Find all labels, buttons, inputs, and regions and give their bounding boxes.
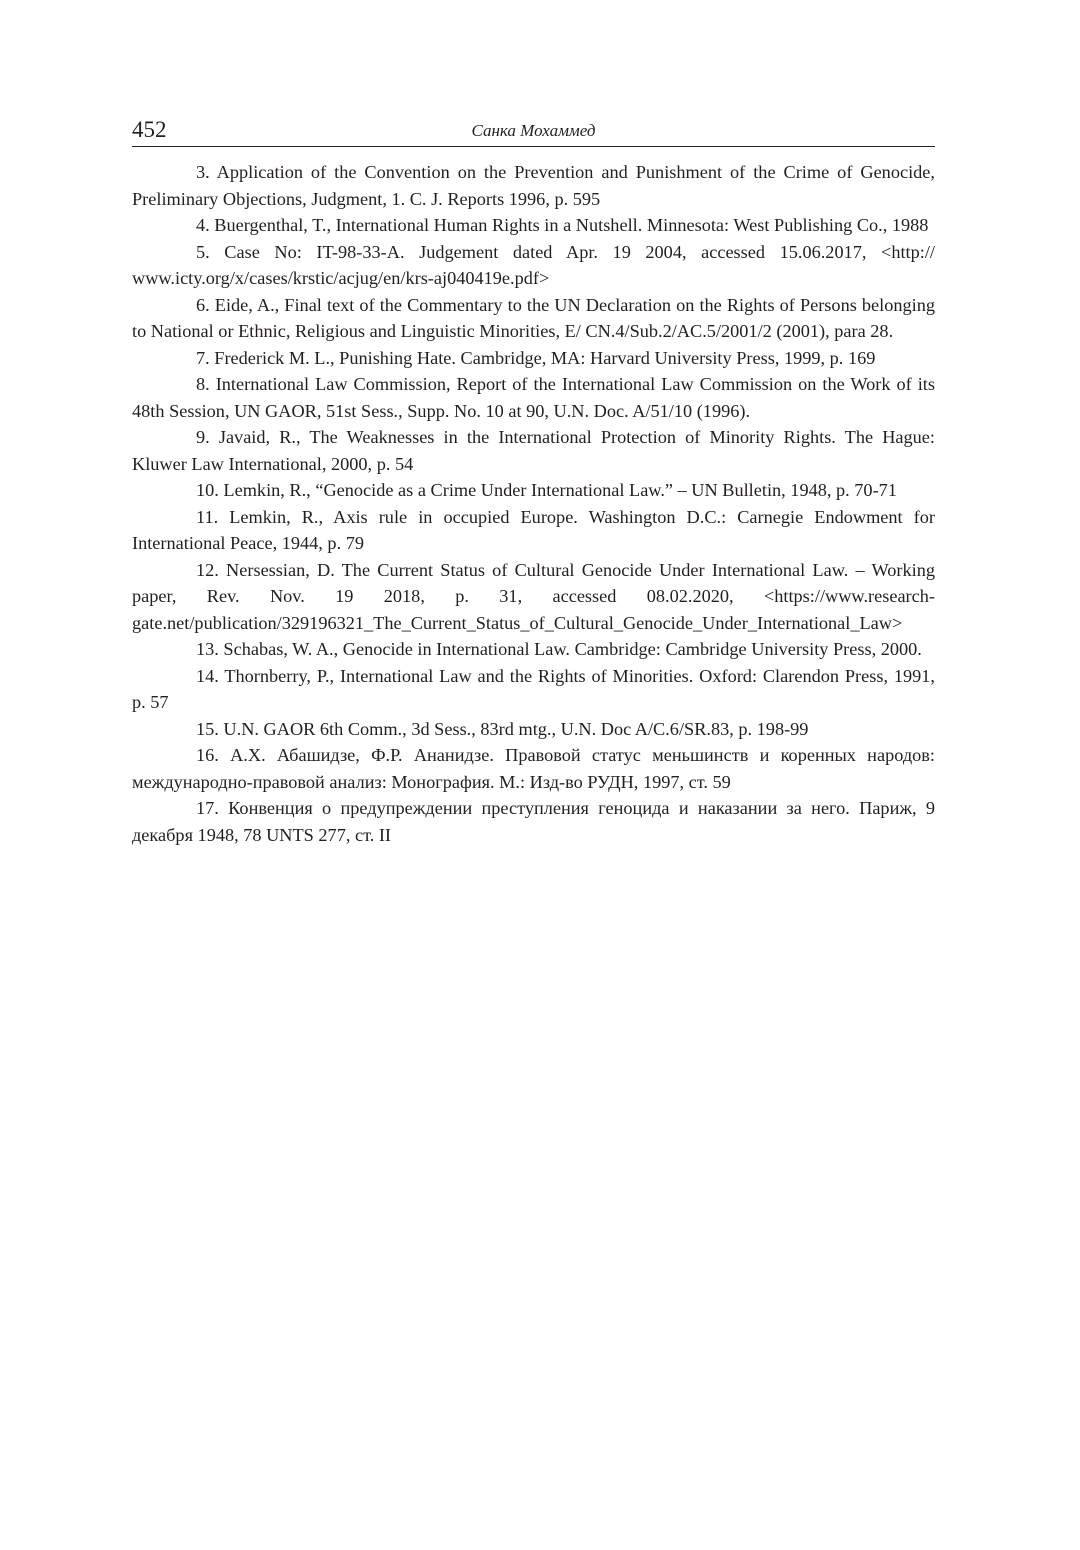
reference-item: 14. Thornberry, P., International Law and the Rights of Minorities. Oxford: Clarendon Press, 1991, p. 57 [132, 665, 935, 712]
reference-item: 12. Nersessian, D. The Current Status of Cultural Genocide Under International Law. – Working paper, Rev. Nov. 19 2018, p. 31, accessed 08.02.2020, <https://www.researchgate.net/publication/329196321_The_Current_Status_of_Cultural_Genocide_Under_International_Law> [132, 559, 935, 633]
reference-item: 8. International Law Commission, Report of the International Law Commission on the Work of its 48th Session, UN GAOR, 51st Sess., Supp. No. 10 at 90, U.N. Doc. A/51/10 (1996). [132, 374, 935, 421]
reference-item: 11. Lemkin, R., Axis rule in occupied Europe. Washington D.C.: Carnegie Endowment for International Peace, 1944, p. 79 [132, 506, 935, 553]
reference-item: 9. Javaid, R., The Weaknesses in the International Protection of Minority Rights. The Hague: Kluwer Law International, 2000, p. 54 [132, 427, 935, 474]
page-number: 452 [132, 117, 167, 142]
reference-item: 4. Buergenthal, T., International Human Rights in a Nutshell. Minnesota: West Publishing Co., 1988 [196, 215, 929, 235]
reference-item: 7. Frederick M. L., Punishing Hate. Cambridge, MA: Harvard University Press, 1999, p. 169 [196, 347, 876, 368]
header-author: Санка Мохаммед [471, 121, 596, 140]
reference-item: 10. Lemkin, R., “Genocide as a Crime Under International Law.” – UN Bulletin, 1948, p. 70-71 [196, 480, 897, 500]
reference-item: 13. Schabas, W. A., Genocide in International Law. Cambridge: Cambridge University Press, 2000. [196, 639, 922, 659]
reference-item: 6. Eide, A., Final text of the Commentary to the UN Declaration on the Rights of Persons belonging to National or Ethnic, Religious and Linguistic Minorities, E/ CN.4/Sub.2/​AC.5/2001/2 (2001), para 28. [132, 294, 935, 341]
running-header [132, 112, 935, 147]
reference-item: 5. Case No: IT-98-33-A. Judgement dated Apr. 19 2004, accessed 15.06.2017, <http://​www.icty.org/x/cases/krstic/acjug/en/krs-aj040419e.pdf> [132, 241, 935, 288]
reference-item: 15. U.N. GAOR 6th Comm., 3d Sess., 83rd mtg., U.N. Doc A/C.6/SR.83, p. 198-99 [196, 718, 809, 739]
reference-list [132, 159, 935, 848]
document-page [132, 112, 935, 848]
reference-item: 3. Application of the Convention on the Prevention and Punishment of the Crime of Genocide, Preliminary Objections, Judgment, 1. C. J. Reports 1996, p. 595 [132, 162, 935, 209]
reference-item: 16. А.Х. Абашидзе, Ф.Р. Ананидзе. Правовой статус меньшинств и коренных народов: международно-правовой анализ: Монография. М.: Изд-во РУДН, 1997, ст. 59 [132, 745, 935, 792]
reference-item: 17. Конвенция о предупреждении преступления геноцида и наказании за него. Париж, 9 декабря 1948, 78 UNTS 277, ст. II [132, 798, 935, 845]
